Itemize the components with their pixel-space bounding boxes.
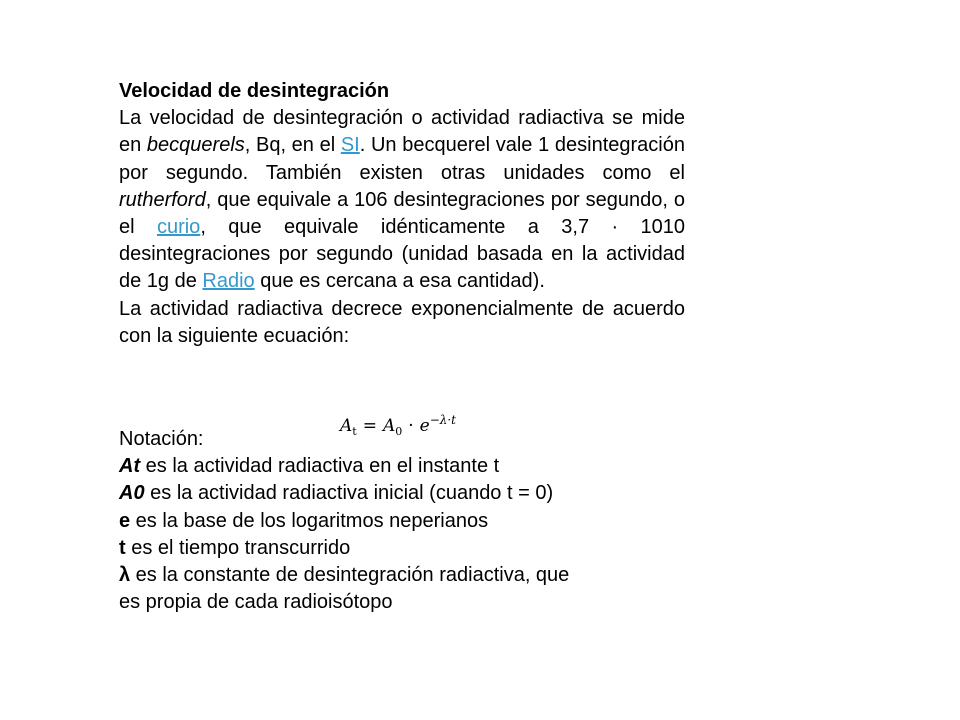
paragraph-units — [119, 105, 685, 295]
text-segment: , Bq, en el — [244, 134, 341, 157]
explanation-text-block — [119, 78, 685, 350]
notation-term: A0 — [119, 482, 145, 505]
notation-item — [119, 453, 685, 480]
text-segment: , que equivale idénticamente a 3,7 · 1010 desintegraciones por segundo (unidad basada en la actividad de 1g de — [119, 216, 685, 293]
notation-item — [119, 508, 685, 535]
notation-desc: es la base de los logaritmos neperianos — [130, 509, 489, 532]
notation-term: e — [119, 509, 131, 532]
link-curio[interactable]: curio — [156, 216, 201, 239]
link-radio[interactable]: Radio — [202, 270, 255, 293]
term-becquerels: becquerels — [146, 134, 245, 157]
eq-euler-symbol: e — [419, 416, 430, 436]
notation-item — [119, 535, 685, 562]
notation-desc: es la actividad radiactiva en el instante t — [140, 455, 500, 478]
notation-heading: Notación: — [119, 428, 204, 450]
notation-desc: es la constante de desintegración radiactiva, que — [130, 564, 570, 587]
notation-term: At — [119, 455, 141, 478]
eq-activity-symbol: A — [340, 416, 353, 436]
notation-block — [119, 426, 685, 616]
eq-zero-subscript: 0 — [395, 425, 403, 438]
eq-initial-activity-symbol: A — [382, 416, 396, 436]
eq-exponent: −λ·t — [429, 413, 456, 427]
link-si[interactable]: SI — [340, 134, 360, 157]
text-segment: que es cercana a esa cantidad). — [254, 270, 545, 293]
notation-item — [119, 562, 685, 589]
eq-multiply-dot: · — [408, 416, 414, 436]
text-segment: La velocidad de desintegración o actividad radiactiva se mide en — [119, 107, 685, 157]
text-segment: , que equivale a 106 desintegraciones por segundo, o el — [119, 188, 685, 239]
text-segment: . Un becquerel vale 1 desintegración por segundo. También existen otras unidades como el — [119, 134, 685, 184]
term-rutherford: rutherford — [119, 188, 206, 211]
notation-term: λ — [119, 564, 131, 587]
notation-item — [119, 480, 685, 507]
notation-continuation: es propia de cada radioisótopo — [119, 591, 393, 614]
eq-time-subscript: t — [352, 425, 357, 438]
notation-term: t — [119, 536, 126, 559]
eq-equals: = — [362, 416, 377, 436]
notation-desc: es la actividad radiactiva inicial (cuando t = 0) — [144, 482, 554, 505]
paragraph-decay: La actividad radiactiva decrece exponencialmente de acuerdo con la siguiente ecuación: — [119, 297, 685, 347]
section-title: Velocidad de desintegración — [119, 80, 390, 102]
notation-desc: es el tiempo transcurrido — [125, 536, 351, 559]
